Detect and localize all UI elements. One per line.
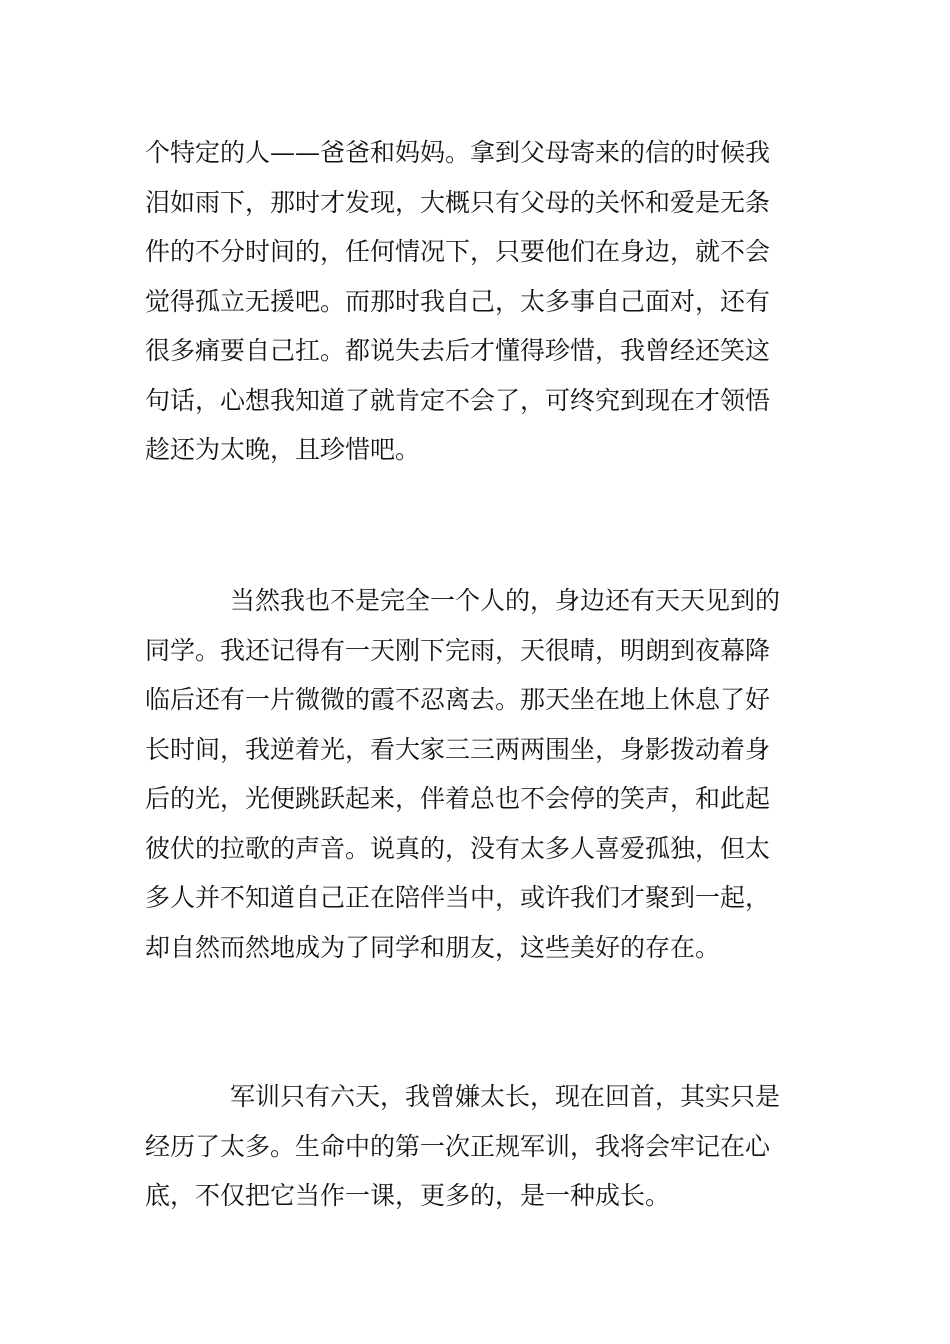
paragraph-line: 当然我也不是完全一个人的，身边还有天天见到的 [230, 586, 781, 615]
paragraph-line: 觉得孤立无援吧。而那时我自己，太多事自己面对，还有 [145, 286, 771, 316]
paragraph-line: 长时间，我逆着光，看大家三三两两围坐，身影拨动着身 [145, 734, 771, 764]
paragraph-2 [145, 576, 815, 972]
paragraph-line: 趁还为太晚，且珍惜吧。 [145, 435, 421, 464]
paragraph-line: 件的不分时间的，任何情况下，只要他们在身边，就不会 [145, 237, 771, 266]
paragraph-line: 却自然而然地成为了同学和朋友，这些美好的存在。 [145, 932, 721, 962]
paragraph-line: 同学。我还记得有一天刚下完雨，天很晴，明朗到夜幕降 [145, 635, 771, 665]
paragraph-line: 军训只有六天，我曾嫌太长，现在回首，其实只是 [230, 1082, 781, 1111]
paragraph-line: 泪如雨下，那时才发现，大概只有父母的关怀和爱是无条 [145, 187, 771, 217]
paragraph-line: 后的光，光便跳跃起来，伴着总也不会停的笑声，和此起 [145, 784, 771, 813]
paragraph-line: 经历了太多。生命中的第一次正规军训，我将会牢记在心 [145, 1131, 771, 1161]
paragraph-line: 底，不仅把它当作一课，更多的，是一种成长。 [145, 1181, 671, 1210]
paragraph-line: 很多痛要自己扛。都说失去后才懂得珍惜，我曾经还笑这 [145, 336, 771, 365]
paragraph-line: 个特定的人——爸爸和妈妈。拿到父母寄来的信的时候我 [145, 138, 771, 167]
paragraph-line: 句话，心想我知道了就肯定不会了，可终究到现在才领悟 [145, 385, 771, 415]
paragraph-line: 彼伏的拉歌的声音。说真的，没有太多人喜爱孤独，但太 [145, 833, 771, 863]
paragraph-line: 临后还有一片微微的霞不忍离去。那天坐在地上休息了好 [145, 685, 771, 714]
paragraph-3 [145, 1072, 815, 1221]
paragraph-line: 多人并不知道自己正在陪伴当中，或许我们才聚到一起， [145, 883, 771, 912]
paragraph-1 [145, 128, 815, 475]
